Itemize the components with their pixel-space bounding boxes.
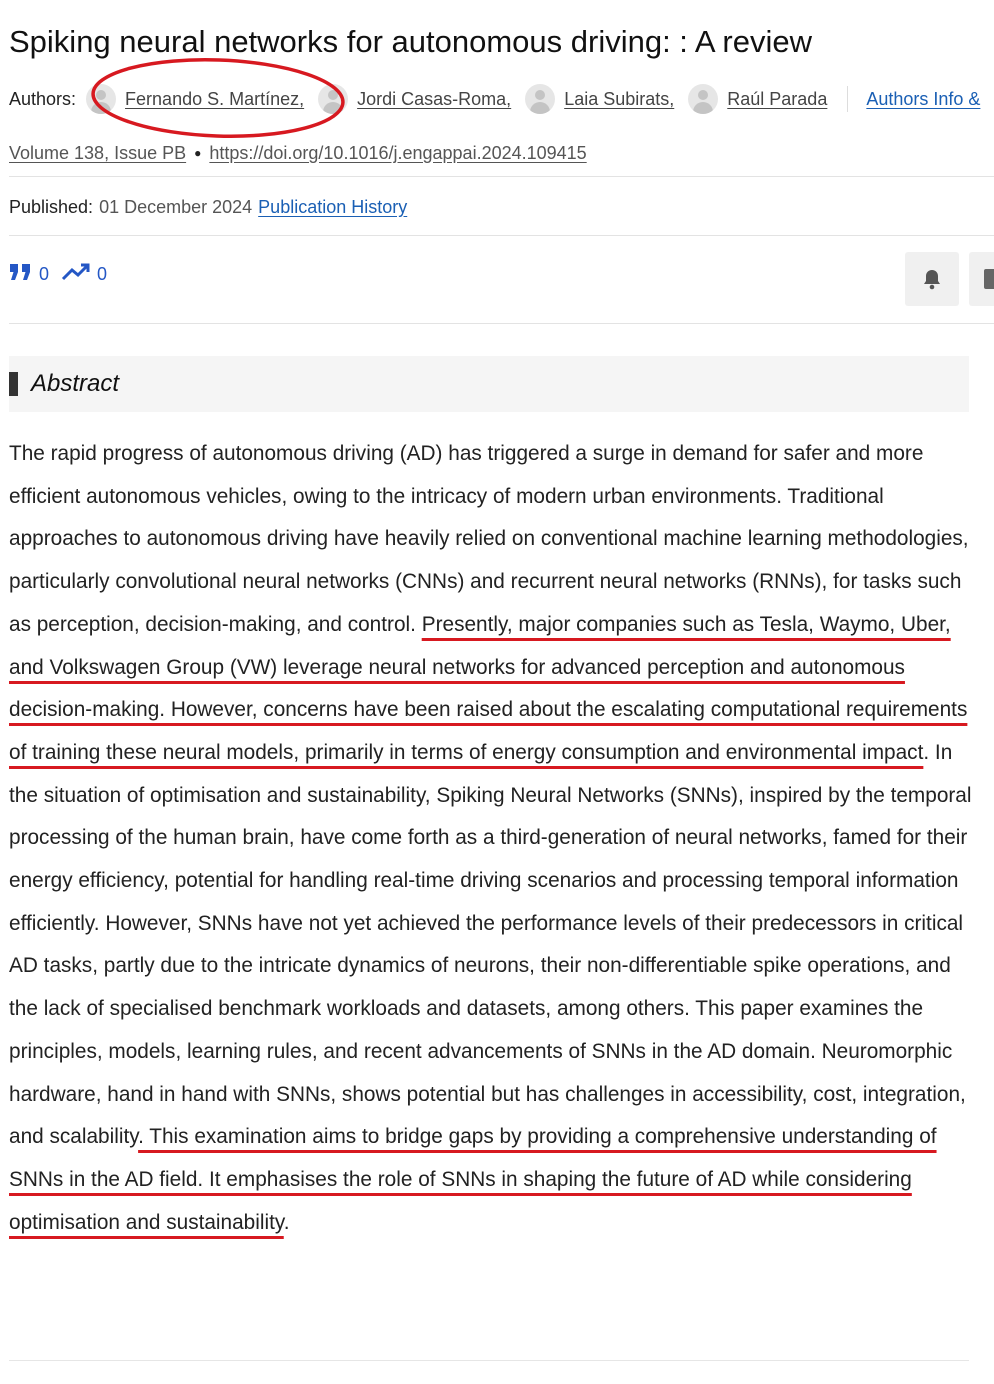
save-button[interactable] [969, 252, 994, 306]
share-icon[interactable] [896, 0, 920, 6]
bell-icon [922, 268, 942, 290]
divider [9, 235, 994, 236]
highlighted-segment: Presently, major companies such as Tesla, Waymo, Uber, and Volkswagen Group (VW) leverage neural networks for advanced perception and autonomous decision-making. However, concerns have been raised about the escalating computational requirements of training these neural models, primarily in terms of energy consumption and environmental impact [9, 612, 968, 764]
article-title: Spiking neural networks for autonomous driving: : A review [9, 24, 812, 59]
authors-info-link[interactable]: Authors Info & [866, 88, 981, 109]
author-name[interactable]: Laia Subirats, [564, 88, 675, 109]
avatar-icon [688, 84, 718, 114]
volume-doi-row [9, 138, 994, 168]
author-item[interactable] [318, 84, 511, 114]
author-name[interactable]: Fernando S. Martínez, [125, 88, 305, 109]
abstract-segment: . In the situation of optimisation and sustainability, Spiking Neural Networks (SNNs), inspired by the temporal processing of the human brain, have come forth as a third-generation of neural networks, famed for their energy efficiency, potential for handling real-time driving scenarios and processing temporal information efficiently. However, SNNs have not yet achieved the performance levels of their predecessors in critical AD tasks, partly due to the intricate dynamics of neurons, their non-differentiable spike operations, and the lack of specialised benchmark workloads and datasets, among others. This paper examines the principles, models, learning rules, and recent advancements of SNNs in the AD domain. Neuromorphic hardware, hand in hand with SNNs, shows potential but has challenges in accessibility, cost, integration, and scalability [9, 740, 972, 1149]
volume-issue-link[interactable]: Volume 138, Issue PB [9, 142, 187, 163]
author-name[interactable]: Jordi Casas-Roma, [357, 88, 512, 109]
divider [9, 176, 994, 177]
citations-count[interactable]: 0 [39, 263, 50, 284]
authors-label: Authors: [9, 88, 77, 109]
authors-divider [847, 86, 848, 112]
doi-link[interactable]: https://doi.org/10.1016/j.engappai.2024.109415 [209, 142, 587, 163]
alert-button[interactable] [905, 252, 959, 306]
downloads-count[interactable]: 0 [97, 263, 108, 284]
avatar-icon [86, 84, 116, 114]
published-row [9, 192, 407, 222]
authors-row [9, 82, 994, 116]
quote-icon[interactable] [9, 263, 33, 286]
divider [9, 323, 994, 324]
chart-icon[interactable] [932, 0, 956, 6]
avatar-icon [525, 84, 555, 114]
highlighted-segment: . This examination aims to bridge gaps by providing a comprehensive understanding of SNNs in the AD field. It emphasises the role of SNNs in shaping the future of AD while considering optimisation and sustainability [9, 1125, 937, 1234]
section-marker [9, 372, 18, 396]
author-name[interactable]: Raúl Parada [727, 88, 828, 109]
author-item[interactable] [525, 84, 674, 114]
publication-history-link[interactable]: Publication History [258, 196, 408, 217]
divider [9, 1360, 969, 1361]
top-toolbar-icons [896, 0, 992, 6]
abstract-header [9, 356, 969, 412]
bookmark-icon [984, 269, 994, 289]
bullet-separator: ● [194, 146, 202, 160]
abstract-text [9, 433, 977, 1244]
published-date: 01 December 2024 [99, 196, 253, 217]
published-label: Published: [9, 196, 94, 217]
author-item[interactable] [688, 84, 827, 114]
abstract-heading: Abstract [31, 370, 120, 397]
abstract-segment: . [283, 1210, 290, 1234]
abstract-segment: The rapid progress of autonomous driving (AD) has triggered a surge in demand for safer and more efficient autonomous vehicles, owing to the intricacy of modern urban environments. Traditional approaches to autonomous driving have heavily relied on conventional machine learning methodologies, particularly convolutional neural networks (CNNs) and recurrent neural networks (RNNs), for tasks such as perception, decision-making, and control. [9, 442, 969, 636]
settings-icon[interactable] [968, 0, 992, 6]
trending-up-icon[interactable] [61, 262, 91, 287]
article-metrics [9, 260, 119, 288]
author-item[interactable] [86, 84, 304, 114]
avatar-icon [318, 84, 348, 114]
